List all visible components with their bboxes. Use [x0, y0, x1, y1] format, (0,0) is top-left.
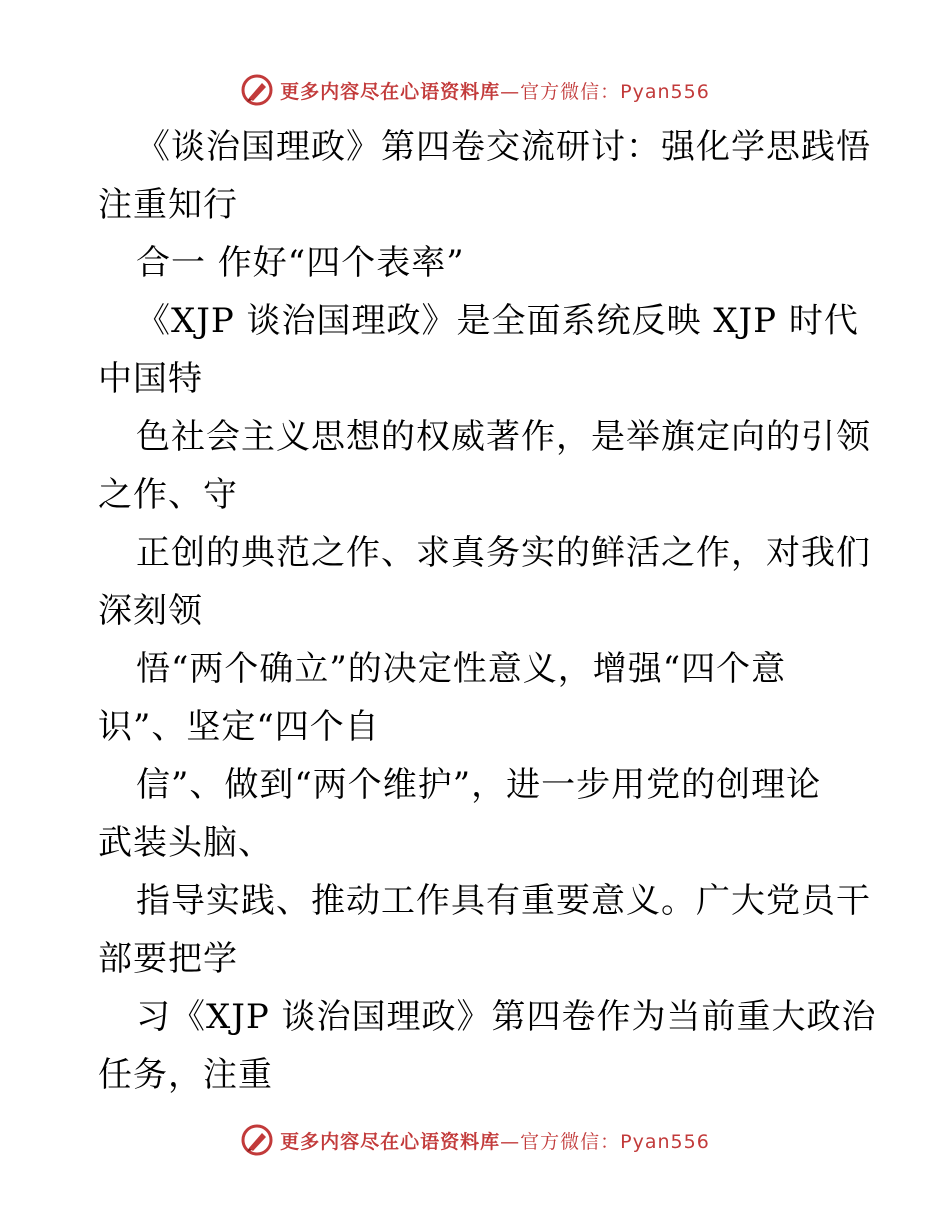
- text-line: 识”、坚定“四个自: [98, 707, 380, 747]
- text-line: 部要把学: [98, 939, 238, 979]
- text-line: 色社会主义思想的权威著作，是举旗定向的引领: [136, 417, 871, 457]
- watermark-wechat: —官方微信：Pyan556: [500, 1130, 710, 1153]
- text-line: 中国特: [98, 359, 203, 399]
- watermark-brand: 更多内容尽在心语资料库: [280, 80, 501, 103]
- text-line: 习《XJP 谈治国理政》第四卷作为当前重大政治: [136, 997, 877, 1037]
- watermark-header: [0, 70, 950, 110]
- watermark-wechat: —官方微信：Pyan556: [500, 80, 710, 103]
- text-line: 悟“两个确立”的决定性意义，增强“四个意: [136, 649, 787, 689]
- text-line: 指导实践、推动工作具有重要意义。广大党员干: [136, 881, 871, 921]
- text-line: 《XJP 谈治国理政》是全面系统反映 XJP 时代: [136, 301, 859, 341]
- pen-logo-icon: [240, 73, 274, 107]
- text-line: 注重知行: [98, 185, 238, 225]
- text-line: 合一 作好“四个表率”: [136, 243, 465, 283]
- watermark-brand: 更多内容尽在心语资料库: [280, 1130, 501, 1153]
- watermark-footer: [0, 1120, 950, 1160]
- text-line: 武装头脑、: [98, 823, 273, 863]
- text-line: 之作、守: [98, 475, 238, 515]
- text-line: 《谈治国理政》第四卷交流研讨：强化学思践悟: [136, 127, 871, 167]
- pen-logo-icon: [240, 1123, 274, 1157]
- text-line: 正创的典范之作、求真务实的鲜活之作，对我们: [136, 533, 871, 573]
- document-body: [98, 118, 877, 1104]
- text-line: 任务，注重: [98, 1055, 273, 1095]
- text-line: 信”、做到“两个维护”，进一步用党的创理论: [136, 765, 822, 805]
- text-line: 深刻领: [98, 591, 203, 631]
